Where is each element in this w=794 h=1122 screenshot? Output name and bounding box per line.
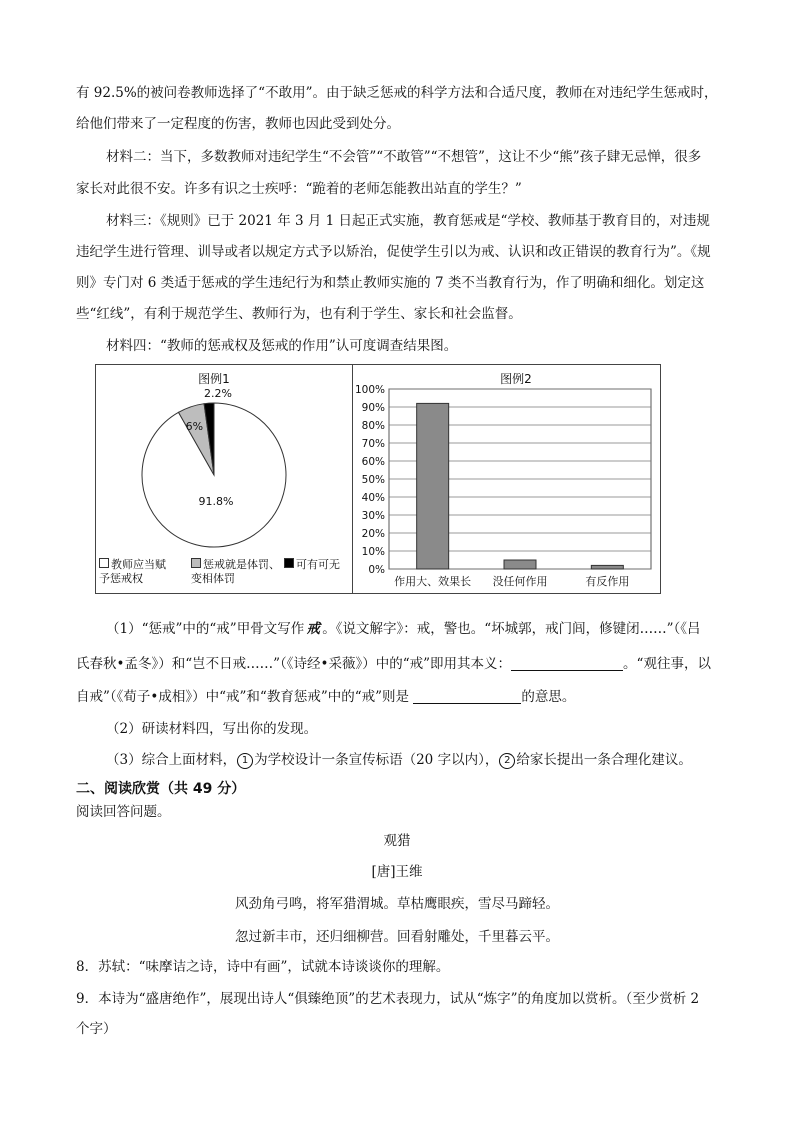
y-tick-label: 40% [361, 492, 385, 504]
y-tick-label: 50% [361, 474, 385, 486]
y-tick-label: 10% [361, 546, 385, 558]
oracle-bone-glyph: 戒 [306, 621, 320, 637]
bar-chart [353, 365, 659, 593]
legend-label: 可有可无 [296, 558, 340, 571]
paragraph-line: 有 92.5%的被问卷教师选择了“不敢用”。由于缺乏惩戒的科学方法和合适尺度，教师在对违纪学生惩戒时， [76, 85, 718, 101]
poem-author: [唐]王维 [371, 864, 423, 880]
answer-blank-1[interactable] [511, 656, 623, 671]
bar-chart-title: 图例2 [500, 372, 532, 386]
question-3-line [106, 751, 692, 769]
legend-label-line2: 予惩戒权 [99, 572, 143, 585]
pie-legend-item [99, 558, 166, 586]
bar [504, 560, 536, 569]
question-9-line: 个字） [76, 1021, 117, 1037]
legend-swatch-white [99, 558, 109, 568]
y-tick-label: 80% [361, 420, 385, 432]
question-2: （2）研读材料四，写出你的发现。 [106, 721, 318, 737]
legend-swatch-black [284, 558, 294, 568]
material-4-line: 材料四：“教师的惩戒权及惩戒的作用”认可度调查结果图。 [106, 338, 458, 354]
poem-line: 风劲角弓鸣，将军猎渭城。草枯鹰眼疾，雪尽马蹄轻。 [235, 896, 559, 912]
question-1-text: 的意思。 [521, 689, 576, 705]
question-1-text: 氏春秋•孟冬》）和“岂不日戒……”（《诗经•采薇》）中的“戒”即用其本义： [76, 656, 512, 672]
question-1-text: 。《说文解字》：戒，警也。“坏城郭，戒门闾，修键闭……”（《吕 [322, 621, 701, 637]
y-tick-label: 30% [361, 510, 385, 522]
question-3-text: 为学校设计一条宣传标语（20 字以内）， [254, 752, 499, 768]
question-1-line [76, 688, 575, 706]
y-tick-label: 60% [361, 456, 385, 468]
section-2-instruction: 阅读回答问题。 [76, 804, 171, 820]
material-2-line: 家长对此很不安。许多有识之士疾呼：“跪着的老师怎能教出站直的学生？” [76, 181, 522, 197]
question-1-text: 自戒”（《荀子•成相》）中“戒”和“教育惩戒”中的“戒”则是 [76, 689, 410, 705]
legend-label-line2: 变相体罚 [191, 572, 235, 585]
material-2-line: 材料二：当下，多数教师对违纪学生“不会管”“不敢管”“不想管”，这让不少“熊”孩子肆无忌惮，很多 [106, 149, 702, 165]
material-3-line: 材料三：《规则》已于 2021 年 3 月 1 日起正式实施，教育惩戒是“学校、教师基于教育目的，对违规 [106, 213, 710, 229]
legend-swatch-gray [191, 558, 201, 568]
pie-value-label: 6% [185, 419, 204, 433]
bar [591, 565, 623, 569]
material-3-line: 些“红线”，有利于规范学生、教师行为，也有利于学生、家长和社会监督。 [76, 306, 522, 322]
x-tick-label: 作用大、效果长 [394, 575, 472, 588]
question-8: 8．苏轼：“味摩诘之诗，诗中有画”，试就本诗谈谈你的理解。 [76, 959, 450, 975]
question-3-text: （3）综合上面材料， [106, 752, 237, 768]
y-tick-label: 0% [368, 564, 385, 576]
survey-figure [95, 364, 661, 594]
x-tick-label: 没任何作用 [492, 575, 548, 588]
material-3-line: 违纪学生进行管理、训导或者以规定方式予以矫治，促使学生引以为戒、认识和改正错误的教育行为”。《规 [76, 244, 711, 260]
poem-line: 忽过新丰市，还归细柳营。回看射雕处，千里暮云平。 [235, 929, 559, 945]
legend-label: 惩戒就是体罚、 [203, 558, 280, 571]
question-1-text: （1）“惩戒”中的“戒”甲骨文写作 [106, 621, 305, 637]
legend-label: 教师应当赋 [111, 558, 166, 571]
question-3-text: 给家长提出一条合理化建议。 [516, 752, 692, 768]
question-1-line [76, 655, 711, 673]
question-1-line [106, 620, 701, 638]
poem-title: 观猎 [383, 833, 411, 849]
question-1-text: 。“观往事，以 [623, 656, 711, 672]
question-9-line: 9．本诗为“盛唐绝作”，展现出诗人“俱臻绝顶”的艺术表现力，试从“炼字”的角度加以赏析。（至少赏析 2 [76, 991, 700, 1007]
material-3-line: 则》专门对 6 类适于惩戒的学生违纪行为和禁止教师实施的 7 类不当教育行为，作了明确和细化。划定这 [76, 275, 705, 291]
pie-chart-title: 图例1 [198, 372, 230, 386]
pie-legend-item [284, 558, 340, 572]
circled-number-2: 2 [499, 753, 515, 769]
x-tick-label: 有反作用 [585, 575, 630, 588]
pie-value-label: 2.2% [204, 387, 232, 400]
section-2-heading: 二、阅读欣赏（共 49 分） [76, 781, 246, 797]
circled-number-1: 1 [237, 753, 253, 769]
paragraph-line: 给他们带来了一定程度的伤害，教师也因此受到处分。 [76, 116, 400, 132]
pie-value-label: 91.8% [198, 495, 234, 508]
y-tick-label: 100% [354, 384, 385, 396]
y-tick-label: 20% [361, 528, 385, 540]
answer-blank-2[interactable] [413, 689, 521, 704]
pie-legend-item [191, 558, 280, 586]
bar [417, 403, 449, 569]
y-tick-label: 70% [361, 438, 385, 450]
y-tick-label: 90% [361, 402, 385, 414]
